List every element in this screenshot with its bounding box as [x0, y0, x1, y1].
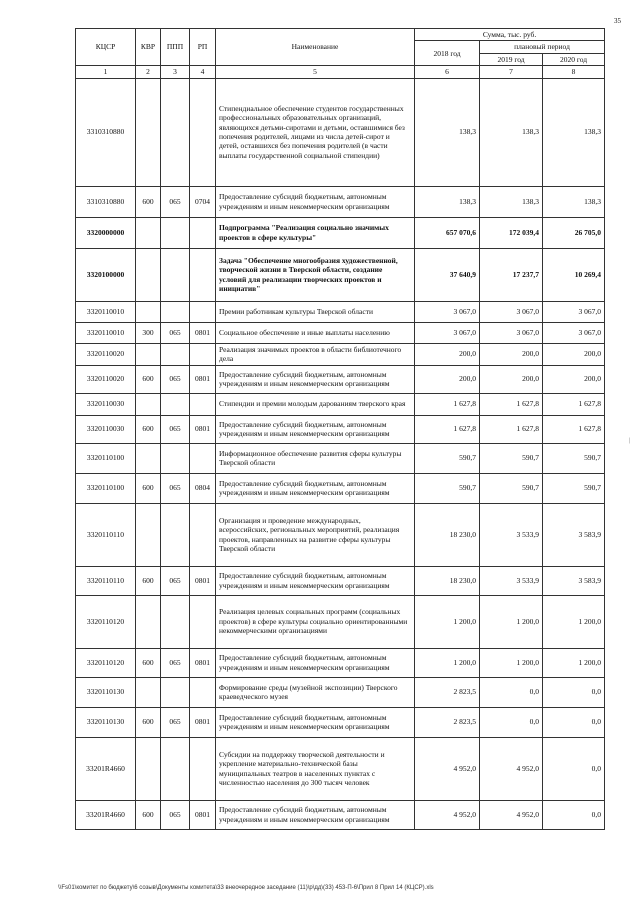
- name-cell: Субсидии на поддержку творческой деятельности и укрепление материально-технической базы муниципальных театров в населенных пунктах с численностью населения до 300 тысяч человек: [216, 737, 415, 800]
- value-2018-cell: 1 627,8: [415, 415, 480, 443]
- name-cell: Предоставление субсидий бюджетным, автономным учреждениям и иным некоммерческим организациям: [216, 566, 415, 595]
- value-2020-cell: 0,0: [543, 677, 605, 707]
- table-row: [76, 473, 605, 503]
- ppp-cell: [161, 78, 190, 186]
- value-2020-cell: 3 067,0: [543, 322, 605, 343]
- value-2020-cell: 138,3: [543, 78, 605, 186]
- header-2019: 2019 год: [480, 53, 543, 65]
- rp-cell: 0801: [190, 800, 216, 829]
- table-row: [76, 443, 605, 473]
- rp-cell: 0801: [190, 415, 216, 443]
- name-cell: Предоставление субсидий бюджетным, автономным учреждениям и иным некоммерческим организациям: [216, 707, 415, 737]
- ppp-cell: [161, 677, 190, 707]
- table-row: [76, 78, 605, 186]
- value-2018-cell: 590,7: [415, 473, 480, 503]
- col-number: 4: [190, 66, 216, 78]
- ppp-cell: [161, 393, 190, 415]
- rp-cell: [190, 301, 216, 322]
- value-2019-cell: 138,3: [480, 186, 543, 217]
- header-sum-title: Сумма, тыс. руб.: [415, 29, 605, 41]
- kvr-cell: 600: [136, 707, 161, 737]
- name-cell: Предоставление субсидий бюджетным, автономным учреждениям и иным некоммерческим организациям: [216, 415, 415, 443]
- rp-cell: [190, 737, 216, 800]
- kvr-cell: 300: [136, 322, 161, 343]
- value-2020-cell: 1 627,8: [543, 393, 605, 415]
- kcsr-cell: 33201R4660: [76, 800, 136, 829]
- value-2020-cell: 0,0: [543, 800, 605, 829]
- kcsr-cell: 3320110030: [76, 393, 136, 415]
- rp-cell: 0801: [190, 707, 216, 737]
- value-2018-cell: 4 952,0: [415, 737, 480, 800]
- value-2020-cell: 0,0: [543, 707, 605, 737]
- value-2018-cell: 1 200,0: [415, 648, 480, 677]
- value-2018-cell: 200,0: [415, 343, 480, 365]
- kvr-cell: 600: [136, 800, 161, 829]
- table-row: [76, 503, 605, 566]
- kvr-cell: 600: [136, 415, 161, 443]
- kcsr-cell: 3320110020: [76, 365, 136, 393]
- ppp-cell: [161, 248, 190, 301]
- col-number: 8: [543, 66, 605, 78]
- rp-cell: [190, 443, 216, 473]
- name-cell: Реализация значимых проектов в области библиотечного дела: [216, 343, 415, 365]
- ppp-cell: 065: [161, 186, 190, 217]
- table-row: [76, 322, 605, 343]
- kvr-cell: [136, 677, 161, 707]
- value-2018-cell: 1 627,8: [415, 393, 480, 415]
- table-row: [76, 415, 605, 443]
- name-cell: Организация и проведение международных, всероссийских, региональных мероприятий, реализация проектов, направленных на развитие сферы культуры Тверской области: [216, 503, 415, 566]
- name-cell: Премии работникам культуры Тверской области: [216, 301, 415, 322]
- kcsr-cell: 3320110010: [76, 301, 136, 322]
- kvr-cell: 600: [136, 186, 161, 217]
- value-2018-cell: 4 952,0: [415, 800, 480, 829]
- value-2018-cell: 1 200,0: [415, 595, 480, 648]
- value-2020-cell: 10 269,4: [543, 248, 605, 301]
- ppp-cell: [161, 503, 190, 566]
- ppp-cell: [161, 443, 190, 473]
- table-row: [76, 343, 605, 365]
- rp-cell: 0804: [190, 473, 216, 503]
- rp-cell: 0801: [190, 365, 216, 393]
- page-number: 35: [614, 17, 621, 25]
- header-kvr: КВР: [136, 29, 161, 66]
- col-number: 3: [161, 66, 190, 78]
- ppp-cell: 065: [161, 566, 190, 595]
- file-path-footer: \\Fs01\комитет по бюджету\6 созыв\Документы комитета\33 внеочередное заседание (11)\р\дд\(33) 453-П-6\Прил 8 Прил 14 (КЦСР).xls: [58, 885, 434, 891]
- value-2019-cell: 3 067,0: [480, 301, 543, 322]
- rp-cell: [190, 78, 216, 186]
- ppp-cell: [161, 343, 190, 365]
- value-2019-cell: 590,7: [480, 473, 543, 503]
- kcsr-cell: 33201R4660: [76, 737, 136, 800]
- value-2018-cell: 2 823,5: [415, 707, 480, 737]
- name-cell: Стипендиальное обеспечение студентов государственных профессиональных образовательных организаций, являющихся детьми-сиротами и детьми, оставшимися без попечения родителей, лицами из числа детей-сирот и детей, оставшихся без попечения родителей (в части выплаты государственной социальной стипендии): [216, 78, 415, 186]
- kcsr-cell: 3320110100: [76, 473, 136, 503]
- value-2020-cell: 3 583,9: [543, 566, 605, 595]
- ppp-cell: [161, 595, 190, 648]
- kcsr-cell: 3320110110: [76, 566, 136, 595]
- col-number: 5: [216, 66, 415, 78]
- value-2018-cell: 3 067,0: [415, 301, 480, 322]
- rp-cell: [190, 503, 216, 566]
- value-2019-cell: 1 200,0: [480, 595, 543, 648]
- value-2019-cell: 0,0: [480, 677, 543, 707]
- kcsr-cell: 3320110010: [76, 322, 136, 343]
- name-cell: Информационное обеспечение развития сферы культуры Тверской области: [216, 443, 415, 473]
- edge-mark: |: [629, 438, 631, 444]
- kvr-cell: 600: [136, 648, 161, 677]
- value-2019-cell: 4 952,0: [480, 737, 543, 800]
- table-row: [76, 365, 605, 393]
- rp-cell: 0704: [190, 186, 216, 217]
- value-2018-cell: 200,0: [415, 365, 480, 393]
- value-2018-cell: 37 640,9: [415, 248, 480, 301]
- value-2019-cell: 0,0: [480, 707, 543, 737]
- value-2020-cell: 590,7: [543, 443, 605, 473]
- name-cell: Задача "Обеспечение многообразия художественной, творческой жизни в Тверской области, создание условий для реализации творческих проектов и инициатив": [216, 248, 415, 301]
- col-number: 2: [136, 66, 161, 78]
- kcsr-cell: 3310310880: [76, 186, 136, 217]
- value-2020-cell: 590,7: [543, 473, 605, 503]
- name-cell: Подпрограмма "Реализация социально значимых проектов в сфере культуры": [216, 217, 415, 248]
- kvr-cell: [136, 503, 161, 566]
- ppp-cell: 065: [161, 322, 190, 343]
- header-ppp: ППП: [161, 29, 190, 66]
- value-2020-cell: 200,0: [543, 365, 605, 393]
- header-name: Наименование: [216, 29, 415, 66]
- kvr-cell: 600: [136, 365, 161, 393]
- ppp-cell: [161, 737, 190, 800]
- table-row: [76, 707, 605, 737]
- rp-cell: 0801: [190, 566, 216, 595]
- kvr-cell: [136, 301, 161, 322]
- table-row: [76, 800, 605, 829]
- rp-cell: [190, 343, 216, 365]
- header-plan-period: плановый период: [480, 41, 605, 53]
- table-row: [76, 301, 605, 322]
- value-2019-cell: 172 039,4: [480, 217, 543, 248]
- rp-cell: [190, 677, 216, 707]
- value-2019-cell: 1 200,0: [480, 648, 543, 677]
- rp-cell: [190, 217, 216, 248]
- value-2018-cell: 657 070,6: [415, 217, 480, 248]
- kcsr-cell: 3320110100: [76, 443, 136, 473]
- kcsr-cell: 3320110120: [76, 595, 136, 648]
- kvr-cell: [136, 443, 161, 473]
- value-2018-cell: 138,3: [415, 78, 480, 186]
- ppp-cell: 065: [161, 800, 190, 829]
- kvr-cell: [136, 248, 161, 301]
- name-cell: Предоставление субсидий бюджетным, автономным учреждениям и иным некоммерческим организациям: [216, 648, 415, 677]
- value-2018-cell: 138,3: [415, 186, 480, 217]
- value-2018-cell: 590,7: [415, 443, 480, 473]
- header-2018: 2018 год: [415, 41, 480, 66]
- table-row: [76, 566, 605, 595]
- name-cell: Реализация целевых социальных программ (социальных проектов) в сфере культуры социально ориентированными некоммерческими организациями: [216, 595, 415, 648]
- value-2019-cell: 3 533,9: [480, 566, 543, 595]
- value-2019-cell: 17 237,7: [480, 248, 543, 301]
- value-2018-cell: 2 823,5: [415, 677, 480, 707]
- kcsr-cell: 3320110130: [76, 707, 136, 737]
- col-number: 7: [480, 66, 543, 78]
- value-2018-cell: 18 230,0: [415, 503, 480, 566]
- value-2020-cell: 138,3: [543, 186, 605, 217]
- kcsr-cell: 3320110030: [76, 415, 136, 443]
- kvr-cell: [136, 393, 161, 415]
- kcsr-cell: 3320000000: [76, 217, 136, 248]
- header-row: [76, 29, 605, 41]
- value-2020-cell: 3 067,0: [543, 301, 605, 322]
- ppp-cell: 065: [161, 365, 190, 393]
- column-number-row: [76, 66, 605, 78]
- table-row: [76, 186, 605, 217]
- value-2019-cell: 3 067,0: [480, 322, 543, 343]
- col-number: 6: [415, 66, 480, 78]
- value-2020-cell: 0,0: [543, 737, 605, 800]
- ppp-cell: 065: [161, 648, 190, 677]
- name-cell: Формирование среды (музейной экспозиции) Тверского краеведческого музея: [216, 677, 415, 707]
- name-cell: Социальное обеспечение и иные выплаты населению: [216, 322, 415, 343]
- value-2020-cell: 1 627,8: [543, 415, 605, 443]
- kcsr-cell: 3310310880: [76, 78, 136, 186]
- name-cell: Предоставление субсидий бюджетным, автономным учреждениям и иным некоммерческим организациям: [216, 473, 415, 503]
- kcsr-cell: 3320110110: [76, 503, 136, 566]
- rp-cell: [190, 595, 216, 648]
- value-2020-cell: 1 200,0: [543, 595, 605, 648]
- rp-cell: [190, 393, 216, 415]
- value-2020-cell: 3 583,9: [543, 503, 605, 566]
- name-cell: Предоставление субсидий бюджетным, автономным учреждениям и иным некоммерческим организациям: [216, 186, 415, 217]
- value-2019-cell: 590,7: [480, 443, 543, 473]
- kvr-cell: [136, 217, 161, 248]
- name-cell: Стипендии и премии молодым дарованиям тверского края: [216, 393, 415, 415]
- value-2020-cell: 200,0: [543, 343, 605, 365]
- ppp-cell: [161, 301, 190, 322]
- header-rp: РП: [190, 29, 216, 66]
- kcsr-cell: 3320100000: [76, 248, 136, 301]
- name-cell: Предоставление субсидий бюджетным, автономным учреждениям и иным некоммерческим организациям: [216, 365, 415, 393]
- table-row: [76, 677, 605, 707]
- ppp-cell: 065: [161, 415, 190, 443]
- table-row: [76, 648, 605, 677]
- rp-cell: 0801: [190, 648, 216, 677]
- header-2020: 2020 год: [543, 53, 605, 65]
- name-cell: Предоставление субсидий бюджетным, автономным учреждениям и иным некоммерческим организациям: [216, 800, 415, 829]
- value-2019-cell: 1 627,8: [480, 393, 543, 415]
- col-number: 1: [76, 66, 136, 78]
- value-2019-cell: 1 627,8: [480, 415, 543, 443]
- kvr-cell: 600: [136, 566, 161, 595]
- value-2019-cell: 138,3: [480, 78, 543, 186]
- value-2019-cell: 4 952,0: [480, 800, 543, 829]
- kcsr-cell: 3320110020: [76, 343, 136, 365]
- kvr-cell: [136, 343, 161, 365]
- table-row: [76, 393, 605, 415]
- table-row: [76, 248, 605, 301]
- kvr-cell: [136, 737, 161, 800]
- value-2020-cell: 1 200,0: [543, 648, 605, 677]
- value-2020-cell: 26 705,0: [543, 217, 605, 248]
- table-row: [76, 217, 605, 248]
- ppp-cell: 065: [161, 707, 190, 737]
- kvr-cell: [136, 78, 161, 186]
- value-2019-cell: 3 533,9: [480, 503, 543, 566]
- ppp-cell: [161, 217, 190, 248]
- ppp-cell: 065: [161, 473, 190, 503]
- table-row: [76, 595, 605, 648]
- header-kcsr: КЦСР: [76, 29, 136, 66]
- rp-cell: 0801: [190, 322, 216, 343]
- value-2018-cell: 3 067,0: [415, 322, 480, 343]
- value-2018-cell: 18 230,0: [415, 566, 480, 595]
- kvr-cell: [136, 595, 161, 648]
- value-2019-cell: 200,0: [480, 365, 543, 393]
- table-row: [76, 737, 605, 800]
- rp-cell: [190, 248, 216, 301]
- kcsr-cell: 3320110130: [76, 677, 136, 707]
- budget-table: [75, 28, 605, 830]
- kvr-cell: 600: [136, 473, 161, 503]
- kcsr-cell: 3320110120: [76, 648, 136, 677]
- value-2019-cell: 200,0: [480, 343, 543, 365]
